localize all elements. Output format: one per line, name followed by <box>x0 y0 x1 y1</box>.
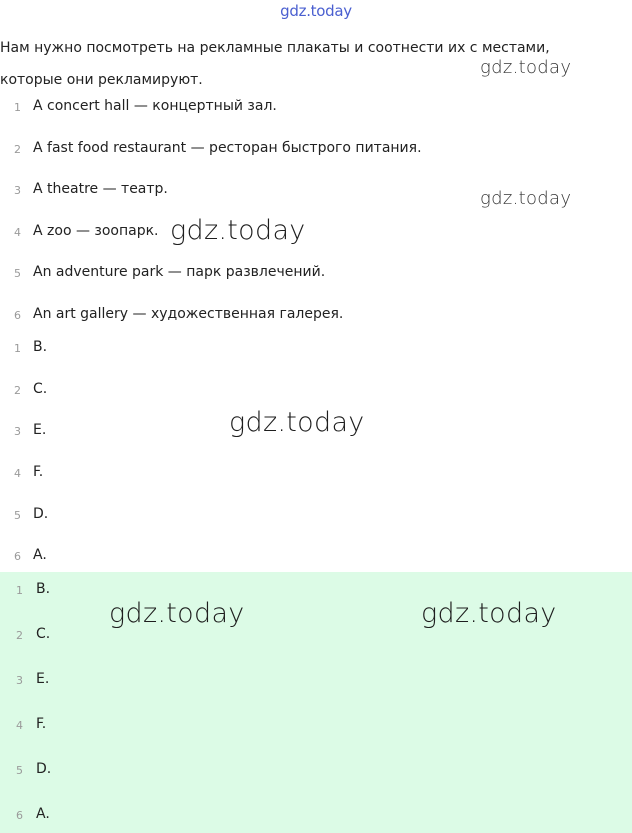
item-number: 2 <box>14 384 21 397</box>
item-number: 6 <box>14 309 21 322</box>
answer-text: B. <box>33 339 48 355</box>
item-number: 4 <box>14 467 21 480</box>
item-number: 5 <box>14 509 21 522</box>
answer-text: C. <box>36 626 51 642</box>
answer-text: E. <box>36 671 50 687</box>
item-number: 1 <box>14 101 21 114</box>
item-text: An art gallery — художественная галерея. <box>33 306 344 322</box>
item-number: 2 <box>14 143 21 156</box>
item-number: 6 <box>16 809 23 822</box>
item-text: A fast food restaurant — ресторан быстрого питания. <box>33 140 422 156</box>
item-number: 1 <box>16 584 23 597</box>
watermark: gdz.today <box>229 407 365 438</box>
answer-text: A. <box>33 547 47 563</box>
task-instruction: Нам нужно посмотреть на рекламные плакаты и соотнести их с местами, которые они рекламируют. <box>0 40 550 88</box>
watermark: gdz.today <box>480 57 572 78</box>
answer-text: C. <box>33 381 48 397</box>
watermark: gdz.today <box>421 598 557 629</box>
item-text: A theatre — театр. <box>33 181 168 197</box>
item-text: A concert hall — концертный зал. <box>33 98 277 114</box>
answer-text: D. <box>33 506 49 522</box>
answer-text: E. <box>33 422 47 438</box>
item-number: 1 <box>14 342 21 355</box>
item-number: 2 <box>16 629 23 642</box>
item-number: 3 <box>16 674 23 687</box>
item-number: 3 <box>14 425 21 438</box>
item-number: 4 <box>14 226 21 239</box>
answer-text: F. <box>36 716 47 732</box>
item-number: 4 <box>16 719 23 732</box>
item-number: 6 <box>14 550 21 563</box>
item-number: 5 <box>14 267 21 280</box>
answer-text: D. <box>36 761 52 777</box>
item-number: 3 <box>14 184 21 197</box>
watermark: gdz.today <box>109 598 245 629</box>
answer-text: A. <box>36 806 50 822</box>
item-text: A zoo — зоопарк. <box>33 223 159 239</box>
watermark: gdz.today <box>170 215 306 246</box>
watermark: gdz.today <box>480 188 572 209</box>
answer-text: F. <box>33 464 44 480</box>
site-logo[interactable]: gdz.today <box>280 2 352 20</box>
answer-text: B. <box>36 581 51 597</box>
item-text: An adventure park — парк развлечений. <box>33 264 326 280</box>
item-number: 5 <box>16 764 23 777</box>
